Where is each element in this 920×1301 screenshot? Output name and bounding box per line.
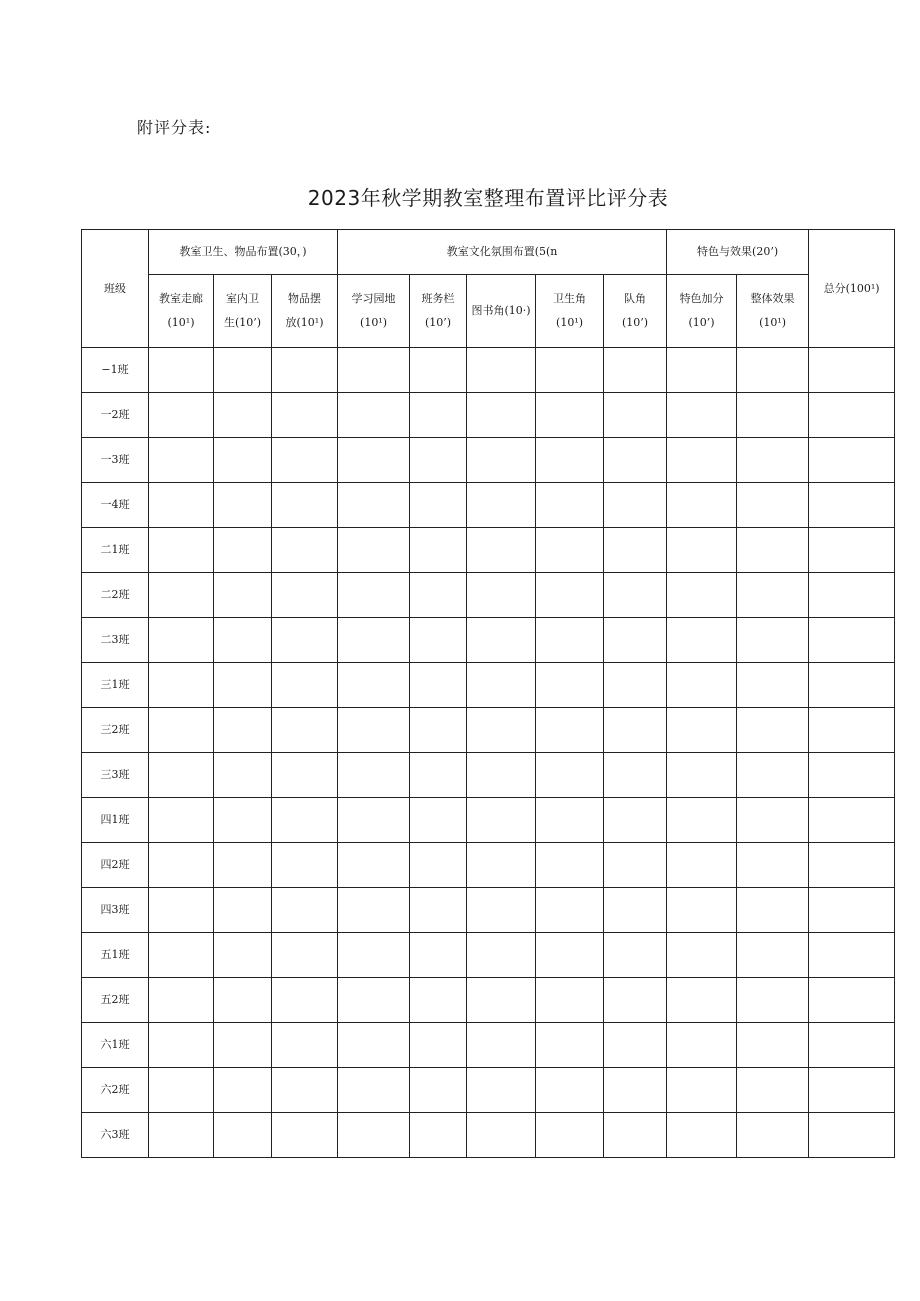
- score-cell[interactable]: [410, 978, 467, 1023]
- score-cell[interactable]: [536, 708, 604, 753]
- score-cell[interactable]: [338, 1023, 410, 1068]
- score-cell[interactable]: [737, 438, 809, 483]
- col-team-corner: 队角 (10’): [604, 275, 667, 348]
- class-name-cell: 一3班: [82, 438, 149, 483]
- score-cell[interactable]: [338, 573, 410, 618]
- score-cell[interactable]: [410, 393, 467, 438]
- score-cell[interactable]: [338, 393, 410, 438]
- score-cell[interactable]: [467, 438, 536, 483]
- header-row-items: [82, 275, 895, 348]
- class-header: 班级: [82, 230, 149, 348]
- score-cell[interactable]: [149, 1023, 214, 1068]
- score-cell[interactable]: [667, 663, 737, 708]
- score-cell[interactable]: [410, 798, 467, 843]
- score-cell[interactable]: [338, 663, 410, 708]
- score-cell[interactable]: [338, 1068, 410, 1113]
- score-cell[interactable]: [536, 438, 604, 483]
- score-cell[interactable]: [214, 888, 272, 933]
- score-cell[interactable]: [809, 1023, 895, 1068]
- score-cell[interactable]: [410, 663, 467, 708]
- score-cell[interactable]: [737, 1023, 809, 1068]
- score-cell[interactable]: [272, 843, 338, 888]
- class-name-cell: 三3班: [82, 753, 149, 798]
- score-cell[interactable]: [214, 618, 272, 663]
- table-row: [82, 663, 895, 708]
- score-cell[interactable]: [667, 393, 737, 438]
- score-cell[interactable]: [272, 798, 338, 843]
- score-cell[interactable]: [467, 393, 536, 438]
- score-cell[interactable]: [536, 798, 604, 843]
- score-cell[interactable]: [410, 348, 467, 393]
- score-cell[interactable]: [809, 708, 895, 753]
- score-cell[interactable]: [214, 573, 272, 618]
- score-cell[interactable]: [737, 933, 809, 978]
- score-cell[interactable]: [149, 843, 214, 888]
- score-cell[interactable]: [214, 933, 272, 978]
- score-cell[interactable]: [536, 618, 604, 663]
- score-cell[interactable]: [536, 663, 604, 708]
- score-cell[interactable]: [604, 618, 667, 663]
- score-cell[interactable]: [737, 708, 809, 753]
- score-cell[interactable]: [467, 933, 536, 978]
- score-cell[interactable]: [214, 483, 272, 528]
- score-cell[interactable]: [214, 753, 272, 798]
- score-cell[interactable]: [667, 438, 737, 483]
- score-cell[interactable]: [809, 843, 895, 888]
- score-cell[interactable]: [536, 843, 604, 888]
- score-cell[interactable]: [536, 393, 604, 438]
- col-item-placement: 物品摆 放(10¹): [272, 275, 338, 348]
- score-cell[interactable]: [467, 348, 536, 393]
- table-row: [82, 438, 895, 483]
- class-name-cell: 五1班: [82, 933, 149, 978]
- score-cell[interactable]: [272, 1023, 338, 1068]
- score-cell[interactable]: [604, 843, 667, 888]
- score-table: [81, 229, 895, 1158]
- score-cell[interactable]: [149, 393, 214, 438]
- score-cell[interactable]: [214, 798, 272, 843]
- score-cell[interactable]: [410, 618, 467, 663]
- class-name-cell: 二1班: [82, 528, 149, 573]
- score-cell[interactable]: [467, 708, 536, 753]
- score-cell[interactable]: [809, 1113, 895, 1158]
- score-cell[interactable]: [667, 753, 737, 798]
- score-cell[interactable]: [809, 798, 895, 843]
- score-cell[interactable]: [467, 1113, 536, 1158]
- score-cell[interactable]: [604, 1113, 667, 1158]
- score-cell[interactable]: [737, 393, 809, 438]
- table-row: [82, 1068, 895, 1113]
- score-cell[interactable]: [272, 978, 338, 1023]
- score-cell[interactable]: [272, 438, 338, 483]
- table-row: [82, 483, 895, 528]
- score-cell[interactable]: [667, 708, 737, 753]
- score-cell[interactable]: [410, 573, 467, 618]
- score-cell[interactable]: [809, 1068, 895, 1113]
- score-cell[interactable]: [272, 618, 338, 663]
- table-row: [82, 753, 895, 798]
- score-cell[interactable]: [272, 1113, 338, 1158]
- score-cell[interactable]: [467, 798, 536, 843]
- score-cell[interactable]: [149, 663, 214, 708]
- score-cell[interactable]: [667, 1113, 737, 1158]
- score-cell[interactable]: [467, 978, 536, 1023]
- score-cell[interactable]: [467, 1023, 536, 1068]
- group-feature: 特色与效果(20’): [667, 230, 809, 275]
- score-cell[interactable]: [338, 978, 410, 1023]
- class-name-cell: 三1班: [82, 663, 149, 708]
- score-cell[interactable]: [737, 528, 809, 573]
- score-cell[interactable]: [667, 798, 737, 843]
- table-row: [82, 708, 895, 753]
- score-cell[interactable]: [149, 348, 214, 393]
- score-cell[interactable]: [667, 348, 737, 393]
- score-cell[interactable]: [272, 573, 338, 618]
- score-cell[interactable]: [667, 843, 737, 888]
- col-overall-effect: 整体效果 (10¹): [737, 275, 809, 348]
- score-cell[interactable]: [467, 888, 536, 933]
- table-row: [82, 843, 895, 888]
- score-cell[interactable]: [737, 753, 809, 798]
- score-cell[interactable]: [410, 1113, 467, 1158]
- score-cell[interactable]: [604, 348, 667, 393]
- score-cell[interactable]: [809, 438, 895, 483]
- score-cell[interactable]: [410, 483, 467, 528]
- score-cell[interactable]: [667, 1068, 737, 1113]
- score-cell[interactable]: [149, 483, 214, 528]
- score-cell[interactable]: [737, 483, 809, 528]
- table-row: [82, 1023, 895, 1068]
- score-cell[interactable]: [467, 1068, 536, 1113]
- score-cell[interactable]: [536, 1113, 604, 1158]
- score-cell[interactable]: [338, 528, 410, 573]
- score-cell[interactable]: [737, 1113, 809, 1158]
- score-cell[interactable]: [338, 348, 410, 393]
- col-study-garden: 学习园地 (10¹): [338, 275, 410, 348]
- table-row: [82, 618, 895, 663]
- score-cell[interactable]: [536, 753, 604, 798]
- score-cell[interactable]: [410, 753, 467, 798]
- class-name-cell: −1班: [82, 348, 149, 393]
- score-cell[interactable]: [604, 393, 667, 438]
- score-cell[interactable]: [410, 888, 467, 933]
- score-cell[interactable]: [604, 798, 667, 843]
- score-cell[interactable]: [536, 573, 604, 618]
- score-cell[interactable]: [214, 843, 272, 888]
- score-cell[interactable]: [272, 393, 338, 438]
- table-row: [82, 933, 895, 978]
- class-name-cell: 一2班: [82, 393, 149, 438]
- score-cell[interactable]: [737, 798, 809, 843]
- col-feature-bonus: 特色加分 (10’): [667, 275, 737, 348]
- score-cell[interactable]: [667, 573, 737, 618]
- score-cell[interactable]: [809, 663, 895, 708]
- score-cell[interactable]: [410, 708, 467, 753]
- score-cell[interactable]: [467, 753, 536, 798]
- score-cell[interactable]: [467, 573, 536, 618]
- score-cell[interactable]: [809, 573, 895, 618]
- table-row: [82, 978, 895, 1023]
- score-cell[interactable]: [338, 483, 410, 528]
- score-cell[interactable]: [604, 573, 667, 618]
- score-cell[interactable]: [737, 618, 809, 663]
- col-indoor-hygiene: 室内卫 生(10’): [214, 275, 272, 348]
- intro-label: 附评分表:: [137, 118, 212, 137]
- score-cell[interactable]: [338, 438, 410, 483]
- table-row: [82, 798, 895, 843]
- score-cell[interactable]: [338, 618, 410, 663]
- score-cell[interactable]: [737, 573, 809, 618]
- score-cell[interactable]: [667, 618, 737, 663]
- score-cell[interactable]: [604, 438, 667, 483]
- score-cell[interactable]: [149, 888, 214, 933]
- score-cell[interactable]: [809, 483, 895, 528]
- score-cell[interactable]: [149, 573, 214, 618]
- score-cell[interactable]: [214, 1113, 272, 1158]
- col-class-affairs: 班务栏 (10’): [410, 275, 467, 348]
- score-cell[interactable]: [149, 1068, 214, 1113]
- score-cell[interactable]: [272, 483, 338, 528]
- class-name-cell: 三2班: [82, 708, 149, 753]
- score-cell[interactable]: [667, 933, 737, 978]
- class-name-cell: 二2班: [82, 573, 149, 618]
- score-cell[interactable]: [410, 528, 467, 573]
- score-cell[interactable]: [536, 1023, 604, 1068]
- score-cell[interactable]: [338, 708, 410, 753]
- col-health-corner: 卫生角 (10¹): [536, 275, 604, 348]
- score-cell[interactable]: [667, 483, 737, 528]
- table-row: [82, 1113, 895, 1158]
- score-cell[interactable]: [149, 528, 214, 573]
- col-library-corner: 图书角(10·): [467, 275, 536, 348]
- score-cell[interactable]: [214, 393, 272, 438]
- score-cell[interactable]: [809, 528, 895, 573]
- score-cell[interactable]: [536, 888, 604, 933]
- score-cell[interactable]: [809, 618, 895, 663]
- class-name-cell: 六1班: [82, 1023, 149, 1068]
- score-cell[interactable]: [737, 888, 809, 933]
- score-cell[interactable]: [667, 1023, 737, 1068]
- score-cell[interactable]: [214, 708, 272, 753]
- class-name-cell: 一4班: [82, 483, 149, 528]
- score-cell[interactable]: [809, 888, 895, 933]
- score-cell[interactable]: [149, 1113, 214, 1158]
- score-cell[interactable]: [214, 663, 272, 708]
- score-cell[interactable]: [667, 528, 737, 573]
- score-cell[interactable]: [809, 933, 895, 978]
- score-cell[interactable]: [149, 753, 214, 798]
- score-cell[interactable]: [536, 483, 604, 528]
- score-cell[interactable]: [410, 1068, 467, 1113]
- class-name-cell: 六2班: [82, 1068, 149, 1113]
- score-cell[interactable]: [536, 933, 604, 978]
- score-cell[interactable]: [272, 528, 338, 573]
- score-cell[interactable]: [809, 753, 895, 798]
- table-row: [82, 573, 895, 618]
- score-cell[interactable]: [338, 843, 410, 888]
- col-corridor: 教室走廊 (10¹): [149, 275, 214, 348]
- score-cell[interactable]: [604, 753, 667, 798]
- score-cell[interactable]: [467, 663, 536, 708]
- score-cell[interactable]: [272, 753, 338, 798]
- class-name-cell: 六3班: [82, 1113, 149, 1158]
- score-cell[interactable]: [214, 1023, 272, 1068]
- header-row-groups: [82, 230, 895, 275]
- score-cell[interactable]: [149, 438, 214, 483]
- total-header: 总分(100¹): [809, 230, 895, 348]
- score-cell[interactable]: [604, 708, 667, 753]
- score-cell[interactable]: [737, 978, 809, 1023]
- score-cell[interactable]: [737, 1068, 809, 1113]
- score-cell[interactable]: [272, 708, 338, 753]
- score-cell[interactable]: [338, 798, 410, 843]
- class-name-cell: 二3班: [82, 618, 149, 663]
- class-name-cell: 四3班: [82, 888, 149, 933]
- score-cell[interactable]: [536, 348, 604, 393]
- score-cell[interactable]: [338, 933, 410, 978]
- score-cell[interactable]: [149, 933, 214, 978]
- score-cell[interactable]: [604, 978, 667, 1023]
- score-cell[interactable]: [467, 528, 536, 573]
- score-cell[interactable]: [272, 933, 338, 978]
- score-cell[interactable]: [149, 798, 214, 843]
- score-cell[interactable]: [737, 663, 809, 708]
- score-cell[interactable]: [667, 978, 737, 1023]
- table-row: [82, 528, 895, 573]
- score-cell[interactable]: [467, 843, 536, 888]
- score-cell[interactable]: [604, 1023, 667, 1068]
- score-cell[interactable]: [410, 843, 467, 888]
- page-title: 2023年秋学期教室整理布置评比评分表: [307, 186, 669, 210]
- score-cell[interactable]: [410, 1023, 467, 1068]
- score-cell[interactable]: [272, 1068, 338, 1113]
- table-row: [82, 348, 895, 393]
- score-cell[interactable]: [604, 483, 667, 528]
- score-cell[interactable]: [536, 528, 604, 573]
- score-cell[interactable]: [214, 1068, 272, 1113]
- table-row: [82, 888, 895, 933]
- group-culture: 教室文化氛围布置(5(n: [338, 230, 667, 275]
- score-cell[interactable]: [809, 348, 895, 393]
- score-cell[interactable]: [272, 348, 338, 393]
- score-cell[interactable]: [214, 528, 272, 573]
- score-cell[interactable]: [272, 663, 338, 708]
- score-cell[interactable]: [604, 1068, 667, 1113]
- score-cell[interactable]: [410, 438, 467, 483]
- score-cell[interactable]: [272, 888, 338, 933]
- class-name-cell: 四1班: [82, 798, 149, 843]
- class-name-cell: 四2班: [82, 843, 149, 888]
- score-cell[interactable]: [467, 618, 536, 663]
- score-cell[interactable]: [536, 978, 604, 1023]
- score-cell[interactable]: [214, 438, 272, 483]
- score-cell[interactable]: [149, 618, 214, 663]
- table-row: [82, 393, 895, 438]
- score-cell[interactable]: [338, 1113, 410, 1158]
- score-cell[interactable]: [149, 978, 214, 1023]
- score-cell[interactable]: [214, 348, 272, 393]
- score-cell[interactable]: [467, 483, 536, 528]
- score-cell[interactable]: [604, 933, 667, 978]
- score-cell[interactable]: [737, 843, 809, 888]
- score-cell[interactable]: [809, 393, 895, 438]
- score-cell[interactable]: [737, 348, 809, 393]
- score-cell[interactable]: [604, 888, 667, 933]
- score-cell[interactable]: [338, 888, 410, 933]
- score-cell[interactable]: [149, 708, 214, 753]
- score-cell[interactable]: [338, 753, 410, 798]
- score-cell[interactable]: [536, 1068, 604, 1113]
- score-cell[interactable]: [809, 978, 895, 1023]
- score-cell[interactable]: [604, 528, 667, 573]
- class-name-cell: 五2班: [82, 978, 149, 1023]
- score-cell[interactable]: [214, 978, 272, 1023]
- score-cell[interactable]: [410, 933, 467, 978]
- score-cell[interactable]: [667, 888, 737, 933]
- group-hygiene: 教室卫生、物品布置(30，): [149, 230, 338, 275]
- score-cell[interactable]: [604, 663, 667, 708]
